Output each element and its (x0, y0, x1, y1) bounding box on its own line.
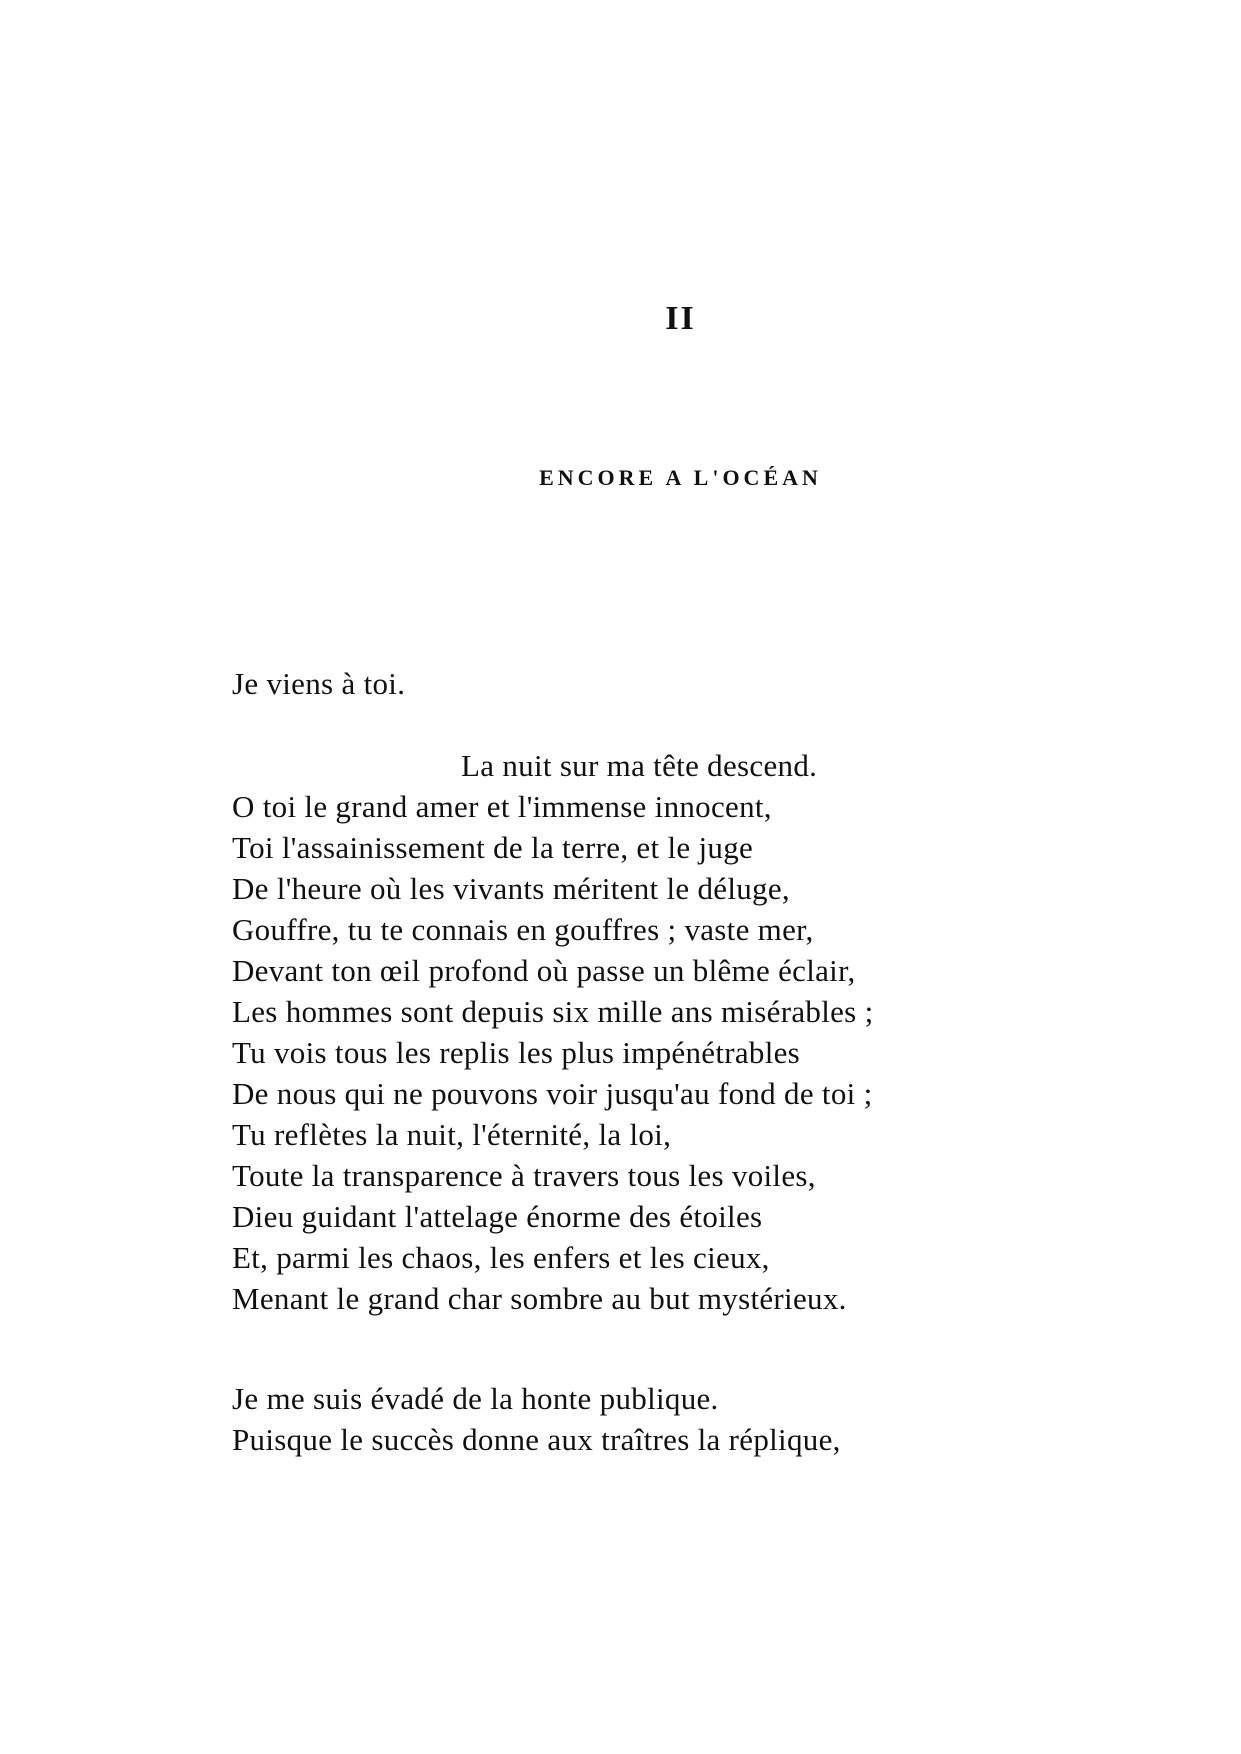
stanza (232, 1378, 1052, 1460)
verse-line: Et, parmi les chaos, les enfers et les cieux, (232, 1240, 770, 1275)
verse-line: Tu reflètes la nuit, l'éternité, la loi, (232, 1117, 672, 1152)
verse-line: O toi le grand amer et l'immense innocent, (232, 789, 772, 824)
section-number: II (665, 300, 696, 337)
verse-line: La nuit sur ma tête descend. (461, 748, 818, 783)
verse-line: De l'heure où les vivants méritent le déluge, (232, 871, 790, 906)
verse-line: Les hommes sont depuis six mille ans misérables ; (232, 994, 874, 1029)
verse-line: Toute la transparence à travers tous les voiles, (232, 1158, 816, 1193)
verse-line: Dieu guidant l'attelage énorme des étoiles (232, 1199, 763, 1234)
stanza (232, 663, 1052, 704)
verse-line: Je me suis évadé de la honte publique. (232, 1381, 719, 1416)
verse-line: De nous qui ne pouvons voir jusqu'au fond de toi ; (232, 1076, 873, 1111)
verse-line: Menant le grand char sombre au but mystérieux. (232, 1281, 847, 1316)
verse-line: Tu vois tous les replis les plus impénétrables (232, 1035, 801, 1070)
poem-title: ENCORE A L'OCÉAN (539, 465, 822, 490)
verse-line: Je viens à toi. (232, 666, 406, 701)
verse-line: Puisque le succès donne aux traîtres la réplique, (232, 1422, 841, 1457)
stanza (232, 745, 1052, 1319)
verse-line: Gouffre, tu te connais en gouffres ; vaste mer, (232, 912, 814, 947)
verse-line: Toi l'assainissement de la terre, et le juge (232, 830, 754, 865)
verse-line: Devant ton œil profond où passe un blême éclair, (232, 953, 856, 988)
